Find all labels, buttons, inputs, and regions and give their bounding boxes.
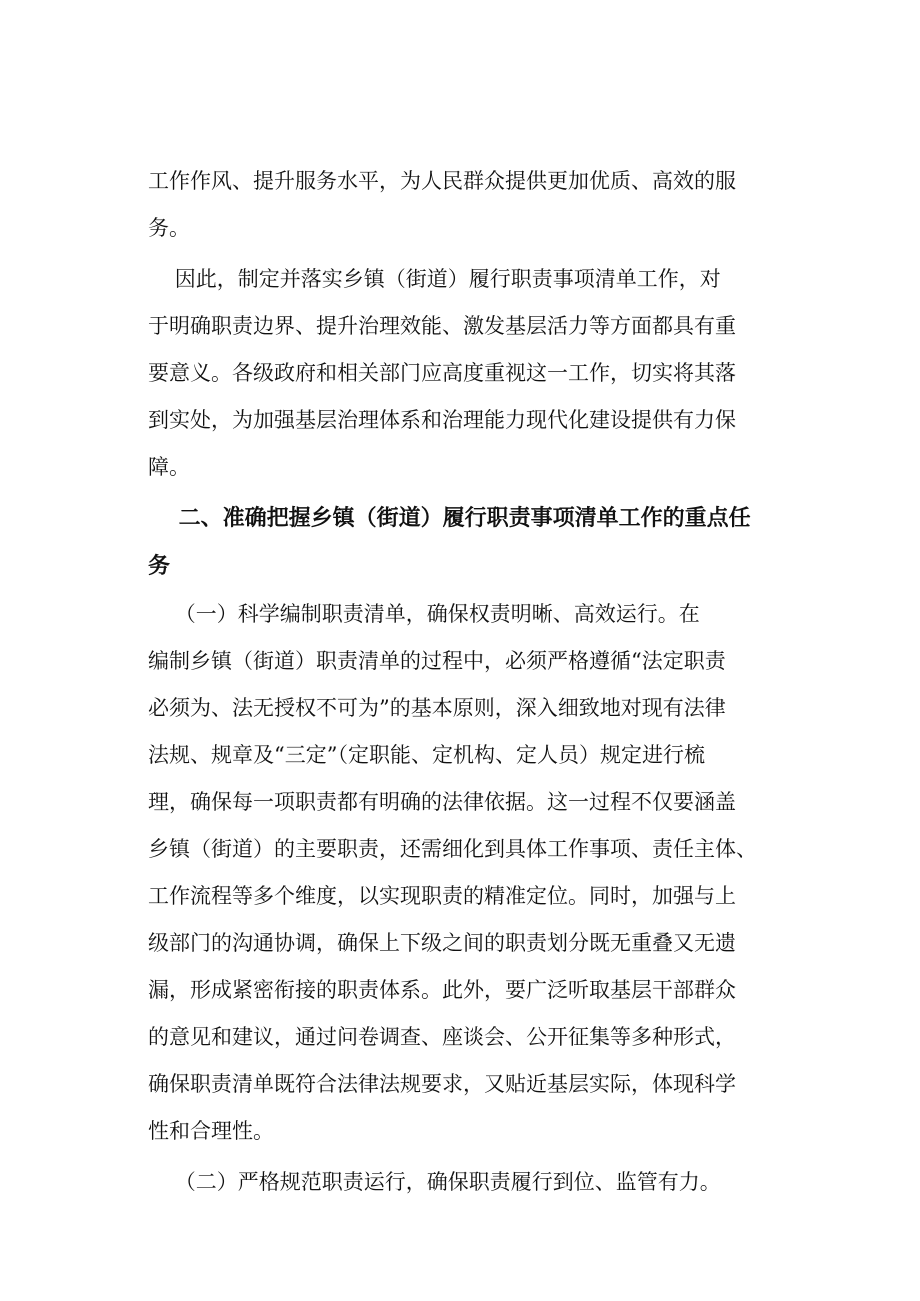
text-line: 编制乡镇（街道）职责清单的过程中，必须严格遵循“法定职责 bbox=[148, 649, 726, 673]
text-line: 确保职责清单既符合法律法规要求，又贴近基层实际，体现科学 bbox=[148, 1072, 736, 1096]
text-line: 的意见和建议，通过问卷调查、座谈会、公开征集等多种形式， bbox=[148, 1025, 736, 1049]
text-line: 于明确职责边界、提升治理效能、激发基层活力等方面都具有重 bbox=[148, 314, 736, 338]
text-line: 工作作风、提升服务水平，为人民群众提供更加优质、高效的服 bbox=[148, 169, 736, 193]
text-line: 工作流程等多个维度，以实现职责的精准定位。同时，加强与上 bbox=[148, 884, 736, 908]
text-line: 级部门的沟通协调，确保上下级之间的职责划分既无重叠又无遗 bbox=[148, 931, 736, 955]
heading-line: 务 bbox=[148, 554, 171, 579]
text-line: （二）严格规范职责运行，确保职责履行到位、监管有力。 bbox=[148, 1170, 721, 1194]
document-page bbox=[148, 158, 810, 1206]
text-line: 必须为、法无授权不可为”的基本原则，深入细致地对现有法律 bbox=[148, 696, 726, 720]
section-heading bbox=[148, 495, 810, 591]
paragraph-conclusion bbox=[148, 256, 810, 491]
text-line: 要意义。各级政府和相关部门应高度重视这一工作，切实将其落 bbox=[148, 361, 736, 385]
subsection-one bbox=[148, 591, 810, 1155]
text-line: 理，确保每一项职责都有明确的法律依据。这一过程不仅要涵盖 bbox=[148, 790, 736, 814]
text-line: （一）科学编制职责清单，确保权责明晰、高效运行。在 bbox=[148, 602, 700, 626]
subsection-two bbox=[148, 1159, 810, 1206]
text-line: 乡镇（街道）的主要职责，还需细化到具体工作事项、责任主体、 bbox=[148, 837, 757, 861]
text-line: 到实处，为加强基层治理体系和治理能力现代化建设提供有力保 bbox=[148, 408, 736, 432]
text-line: 因此，制定并落实乡镇（街道）履行职责事项清单工作，对 bbox=[148, 267, 721, 291]
text-line: 漏，形成紧密衔接的职责体系。此外，要广泛听取基层干部群众 bbox=[148, 978, 736, 1002]
text-line: 障。 bbox=[148, 455, 190, 479]
text-line: 务。 bbox=[148, 216, 190, 240]
text-line: 性和合理性。 bbox=[148, 1119, 274, 1143]
heading-line: 二、准确把握乡镇（街道）履行职责事项清单工作的重点任 bbox=[148, 506, 751, 531]
paragraph-work-style bbox=[148, 158, 810, 252]
text-line: 法规、规章及“三定”（定职能、定机构、定人员）规定进行梳 bbox=[148, 743, 705, 767]
